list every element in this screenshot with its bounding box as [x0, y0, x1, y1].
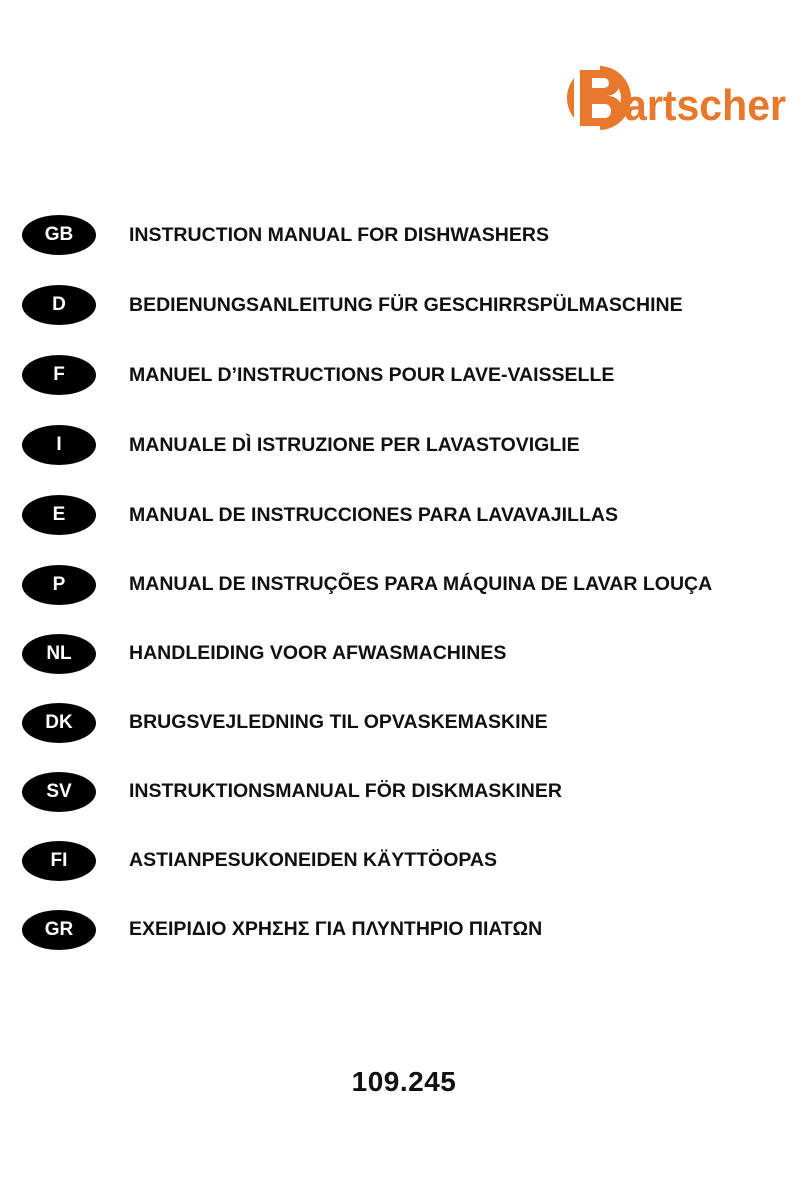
manual-title: MANUAL DE INSTRUCCIONES PARA LAVAVAJILLAS — [129, 503, 618, 526]
language-code-badge: FI — [22, 841, 96, 881]
language-code-badge: E — [22, 495, 96, 535]
language-code-badge: F — [22, 355, 96, 395]
language-list — [22, 200, 802, 964]
manual-title: INSTRUCTION MANUAL FOR DISHWASHERS — [129, 223, 549, 246]
manual-title: ΕΧΕΙΡΙΔΙΟ ΧΡΗΣΗΣ ΓΙΑ ΠΛΥΝΤΗΡΙΟ ΠΙΑΤΩΝ — [129, 918, 543, 940]
language-code-badge: GR — [22, 910, 96, 950]
language-code-badge: GB — [22, 215, 96, 255]
manual-title: MANUALE DÌ ISTRUZIONE PER LAVASTOVIGLIE — [129, 433, 580, 456]
language-row-nl — [22, 619, 802, 688]
manual-title: BEDIENUNGSANLEITUNG FÜR GESCHIRRSPÜLMASCHINE — [129, 293, 683, 316]
language-row-d — [22, 270, 802, 340]
manual-title: ASTIANPESUKONEIDEN KÄYTTÖOPAS — [129, 849, 498, 871]
bartscher-logo-icon — [566, 62, 792, 134]
language-row-f — [22, 340, 802, 410]
manual-title: MANUEL D’INSTRUCTIONS POUR LAVE-VAISSELLE — [129, 363, 615, 386]
language-row-p — [22, 550, 802, 619]
manual-title: MANUAL DE INSTRUÇÕES PARA MÁQUINA DE LAVAR LOUÇA — [129, 573, 713, 595]
language-row-dk — [22, 688, 802, 757]
svg-text:artscher: artscher — [624, 81, 786, 130]
manual-title: HANDLEIDING VOOR AFWASMACHINES — [129, 642, 507, 664]
language-code-badge: I — [22, 425, 96, 465]
language-code-badge: SV — [22, 772, 96, 812]
model-number: 109.245 — [351, 1066, 457, 1097]
bartscher-logo — [566, 62, 792, 134]
language-row-e — [22, 480, 802, 550]
language-row-i — [22, 410, 802, 480]
language-code-badge: P — [22, 565, 96, 605]
language-code-badge: D — [22, 285, 96, 325]
language-row-fi — [22, 826, 802, 895]
language-code-badge: NL — [22, 634, 96, 674]
language-row-gb — [22, 200, 802, 270]
language-row-sv — [22, 757, 802, 826]
language-code-badge: DK — [22, 703, 96, 743]
manual-title: INSTRUKTIONSMANUAL FÖR DISKMASKINER — [129, 780, 562, 802]
language-row-gr — [22, 895, 802, 964]
manual-title: BRUGSVEJLEDNING TIL OPVASKEMASKINE — [129, 711, 548, 733]
